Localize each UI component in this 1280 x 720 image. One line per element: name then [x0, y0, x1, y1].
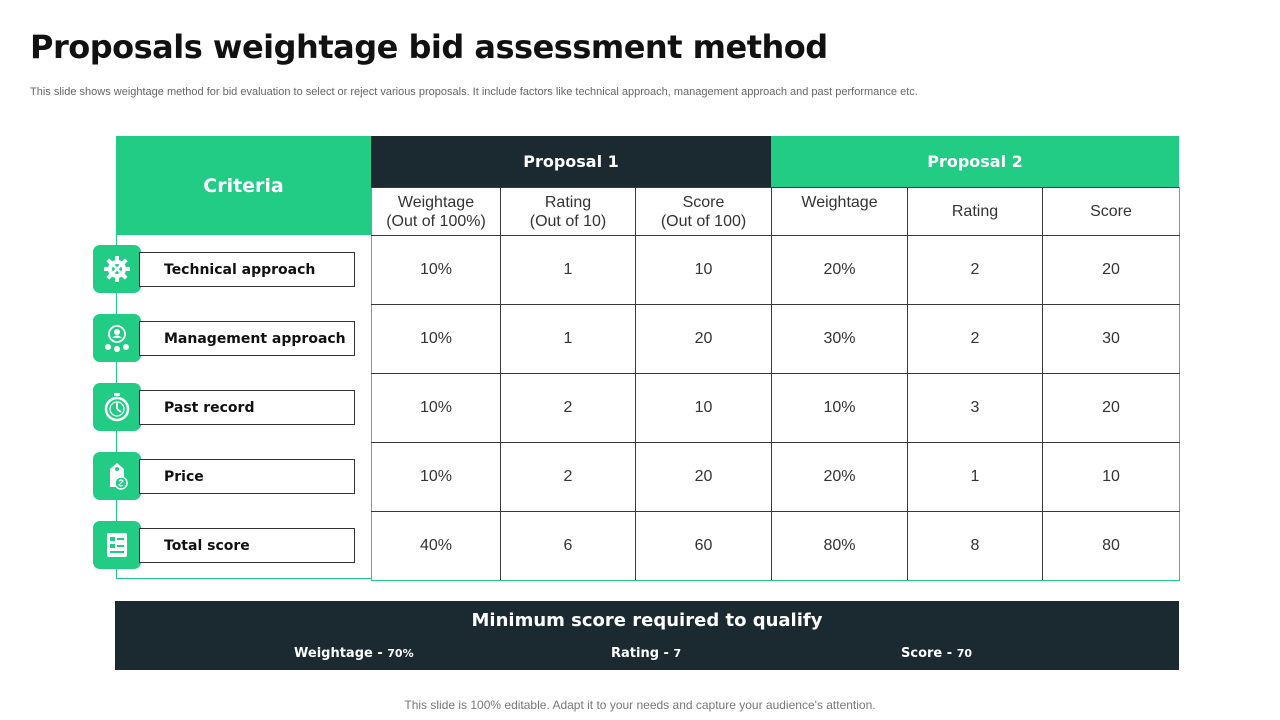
table-cell: 1: [501, 236, 636, 305]
table-subheader-row: [372, 188, 1180, 236]
table-row: [372, 305, 1180, 374]
proposal-1-header: [371, 136, 771, 187]
min-rating-value: 7: [673, 647, 682, 660]
minimum-score-title: Minimum score required to qualify: [471, 610, 823, 631]
table-cell: 30%: [772, 305, 908, 374]
column-header-line: Score: [682, 194, 725, 211]
min-weightage: [294, 646, 414, 661]
column-header: Score: [1043, 188, 1180, 236]
table-cell: 20: [636, 305, 772, 374]
table-cell: 20%: [772, 236, 908, 305]
column-header-line: Rating: [544, 194, 592, 211]
min-score: [901, 646, 972, 661]
team-management-icon: [93, 314, 141, 362]
slide-footer: This slide is 100% editable. Adapt it to your needs and capture your audience's attention.: [404, 698, 876, 712]
criterion-label: Total score: [139, 528, 355, 563]
slide-title: Proposals weightage bid assessment method: [30, 28, 828, 66]
table-cell: 40%: [372, 512, 501, 581]
table-row: [372, 236, 1180, 305]
table-cell: 2: [908, 236, 1043, 305]
table-cell: 2: [908, 305, 1043, 374]
table-cell: 80: [1043, 512, 1180, 581]
table-cell: 20: [1043, 374, 1180, 443]
table-cell: 10: [1043, 443, 1180, 512]
min-weightage-label: Weightage -: [294, 646, 388, 661]
column-header: [501, 188, 636, 236]
table-cell: 60: [636, 512, 772, 581]
table-cell: 20: [1043, 236, 1180, 305]
min-score-value: 70: [956, 647, 972, 660]
table-cell: 20: [636, 443, 772, 512]
min-weightage-value: 70%: [387, 647, 414, 660]
column-header-line: Weightage: [397, 194, 475, 211]
scorecard-icon: [93, 521, 141, 569]
criterion-label: Management approach: [139, 321, 355, 356]
table-cell: 10: [636, 374, 772, 443]
stopwatch-icon: [93, 383, 141, 431]
column-header-line: (Out of 100%): [386, 213, 486, 230]
table-cell: 30: [1043, 305, 1180, 374]
assessment-table: [371, 187, 1180, 581]
table-row: [372, 512, 1180, 581]
table-row: [372, 374, 1180, 443]
price-tag-icon: [93, 452, 141, 500]
column-header-line: (Out of 100): [660, 213, 747, 230]
min-score-label: Score -: [901, 646, 957, 661]
table-cell: 10%: [372, 236, 501, 305]
proposal-1-header-label: Proposal 1: [523, 152, 619, 171]
criteria-header-label: Criteria: [203, 174, 284, 197]
table-cell: 2: [501, 374, 636, 443]
criterion-label: Past record: [139, 390, 355, 425]
min-rating-label: Rating -: [611, 646, 674, 661]
table-cell: 3: [908, 374, 1043, 443]
table-cell: 1: [908, 443, 1043, 512]
table-cell: 20%: [772, 443, 908, 512]
column-header-line: (Out of 10): [529, 213, 607, 230]
table-cell: 10: [636, 236, 772, 305]
column-header: Rating: [908, 188, 1043, 236]
column-header: [636, 188, 772, 236]
criterion-label: Technical approach: [139, 252, 355, 287]
criteria-header: [116, 136, 371, 235]
table-cell: 10%: [372, 305, 501, 374]
table-cell: 8: [908, 512, 1043, 581]
table-cell: 1: [501, 305, 636, 374]
proposal-2-header-label: Proposal 2: [927, 152, 1023, 171]
table-row: [372, 443, 1180, 512]
table-cell: 10%: [772, 374, 908, 443]
table-cell: 2: [501, 443, 636, 512]
column-header: Weightage: [772, 188, 908, 236]
table-cell: 6: [501, 512, 636, 581]
min-rating: [611, 646, 681, 661]
gear-wrench-icon: [93, 245, 141, 293]
table-cell: 80%: [772, 512, 908, 581]
minimum-score-banner: [115, 601, 1179, 670]
proposal-2-header: [771, 136, 1179, 187]
table-cell: 10%: [372, 374, 501, 443]
column-header: [372, 188, 501, 236]
slide-subtitle: This slide shows weightage method for bid evaluation to select or reject various proposals. It include factors like technical approach, management approach and past performance etc.: [30, 86, 918, 98]
table-cell: 10%: [372, 443, 501, 512]
criterion-label: Price: [139, 459, 355, 494]
